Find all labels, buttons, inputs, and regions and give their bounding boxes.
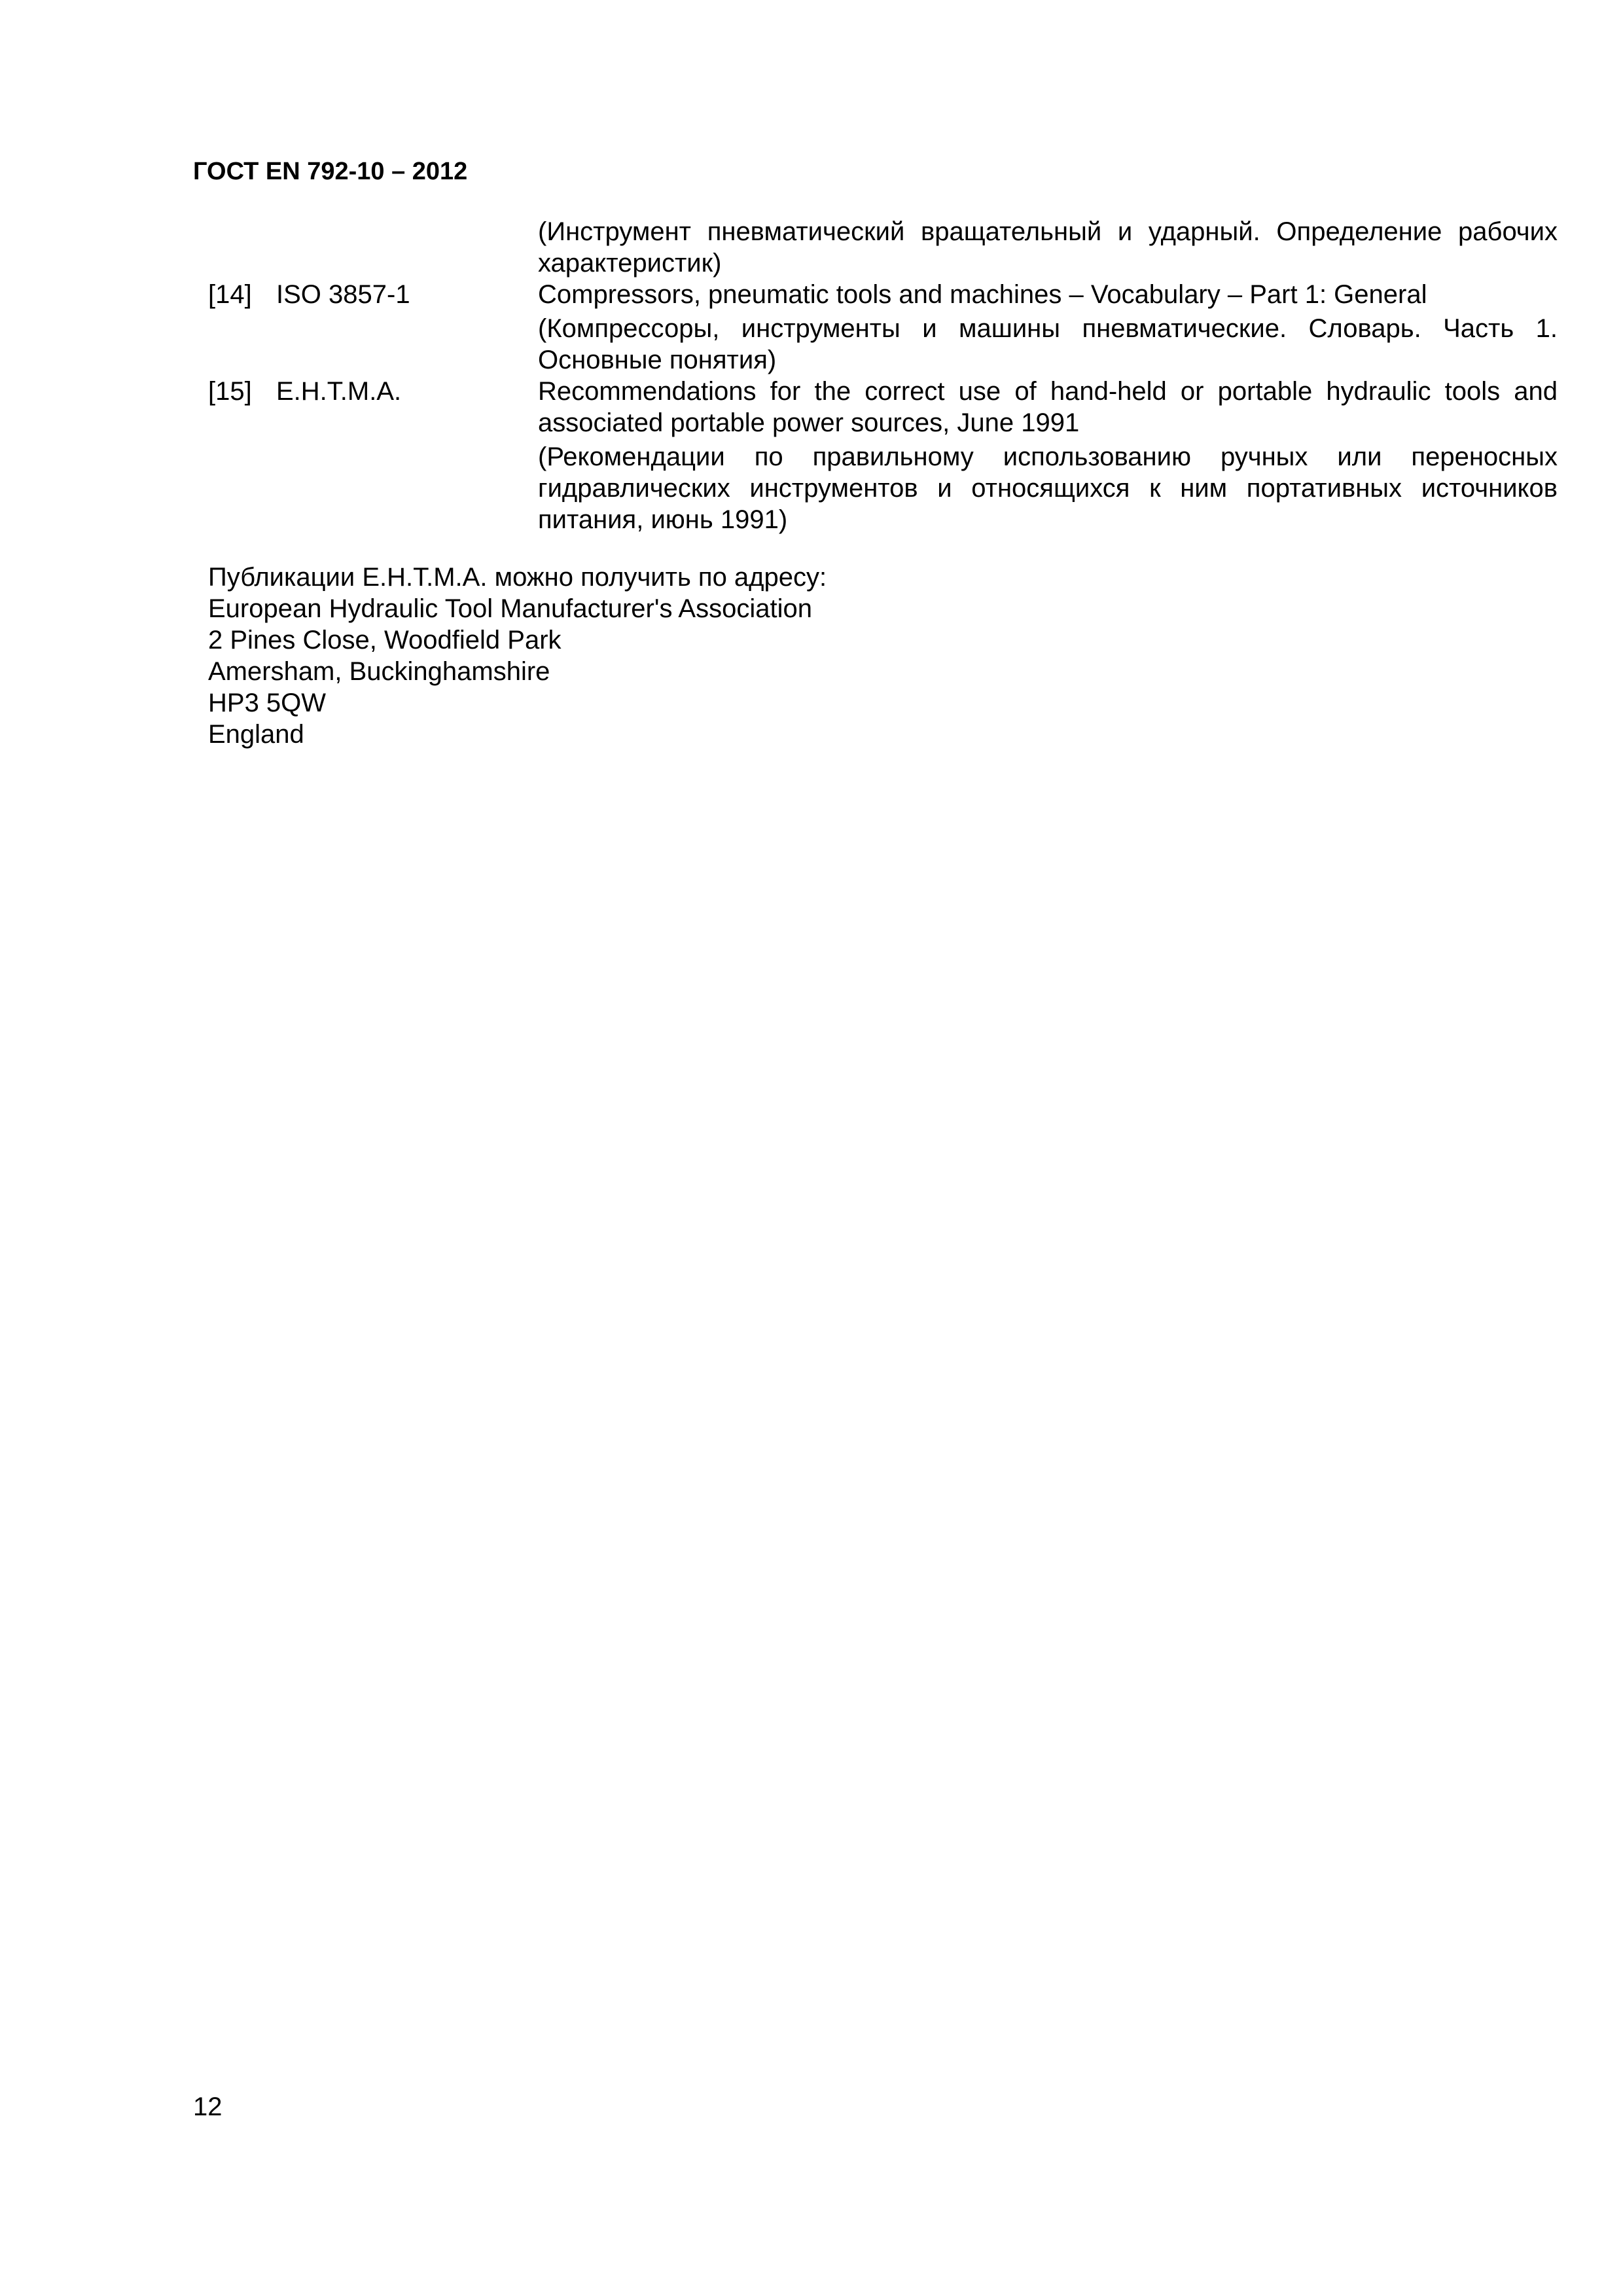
address-street: 2 Pines Close, Woodfield Park [208, 626, 562, 655]
address-city: Amersham, Buckinghamshire [208, 657, 550, 686]
reference-title-en: Recommendations for the correct use of hand-held or portable hydraulic tools and associated portable power sources, June 1991 [538, 377, 1558, 437]
reference-code: E.H.T.M.A. [276, 377, 402, 406]
address-country: England [208, 720, 304, 749]
publisher-address [208, 562, 827, 750]
reference-body [538, 376, 1558, 535]
bibliography-entry-13-continuation [208, 216, 1558, 279]
address-intro: Публикации E.H.T.M.A. можно получить по адресу: [208, 563, 827, 592]
address-organization: European Hydraulic Tool Manufacturer's Association [208, 594, 812, 623]
bibliography-entry-14 [208, 279, 1558, 376]
reference-title-ru: (Рекомендации по правильному использованию ручных или переносных гидравлических инструментов и относящихся к ним портативных источников питания, июнь 1991) [538, 442, 1558, 534]
address-postcode: HP3 5QW [208, 689, 327, 717]
reference-text-ru: (Инструмент пневматический вращательный и ударный. Определение рабочих характеристик) [538, 217, 1558, 278]
reference-number: [14] [208, 280, 252, 309]
bibliography-entry-15 [208, 376, 1558, 535]
document-header [193, 156, 467, 187]
bibliography-list [208, 216, 1558, 535]
reference-body [538, 216, 1558, 279]
reference-body [538, 279, 1558, 376]
reference-title-ru: (Компрессоры, инструменты и машины пневматические. Словарь. Часть 1. Основные понятия) [538, 314, 1558, 374]
reference-code: ISO 3857-1 [276, 280, 410, 309]
page-number: 12 [193, 2092, 223, 2121]
standard-designation: ГОСТ EN 792-10 – 2012 [193, 158, 468, 185]
reference-number: [15] [208, 377, 252, 406]
reference-title-en: Compressors, pneumatic tools and machines – Vocabulary – Part 1: General [538, 280, 1427, 309]
